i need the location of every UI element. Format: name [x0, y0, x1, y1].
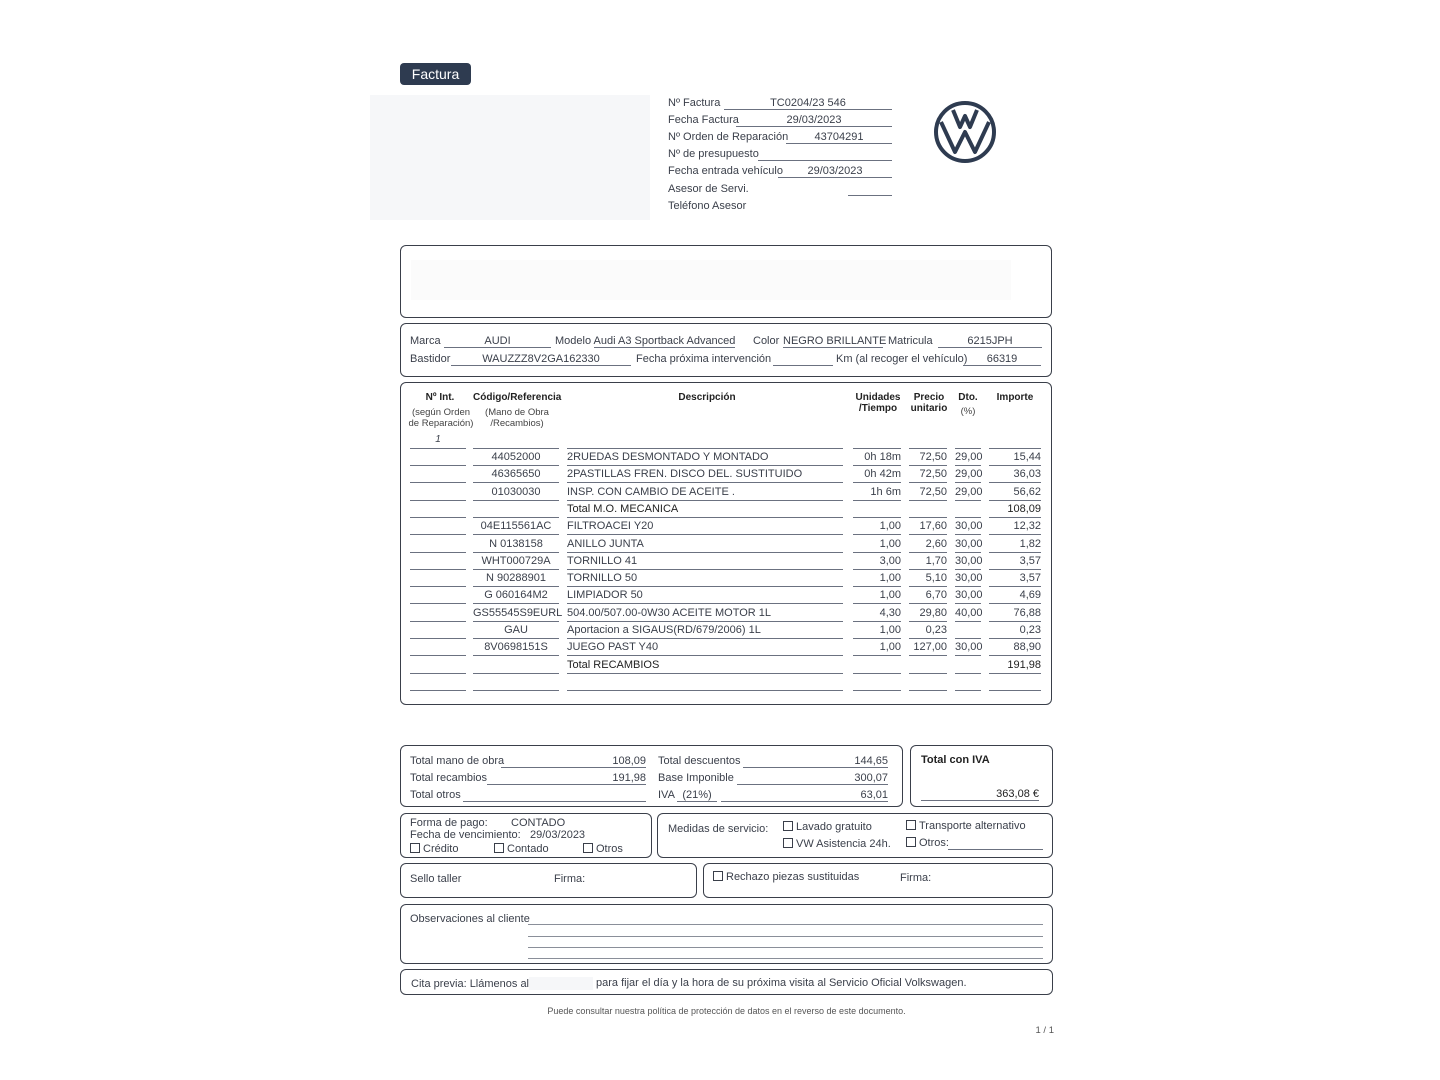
brand-label: Marca	[410, 335, 441, 347]
cell-amount: 0,23	[989, 623, 1041, 639]
cell-code: 04E115561AC	[473, 519, 559, 535]
vehicle-entry-date-label: Fecha entrada vehículo	[668, 165, 783, 177]
workshop-stamp-label: Sello taller	[410, 873, 462, 885]
vin-label: Bastidor	[410, 353, 451, 365]
cell-units	[853, 675, 901, 691]
vat-percentage: (21%)	[677, 789, 717, 802]
col-header-description: Descripción	[678, 392, 736, 403]
col-header-discount: Dto.	[958, 392, 978, 403]
cell-nint	[410, 640, 466, 656]
checkbox-icon[interactable]	[783, 821, 793, 831]
cell-discount	[955, 502, 981, 518]
cell-nint	[410, 623, 466, 639]
cell-unit-price: 72,50	[909, 450, 947, 466]
cell-nint	[410, 571, 466, 587]
cell-description: Aportacion a SIGAUS(RD/679/2006) 1L	[567, 623, 843, 639]
cell-amount: 108,09	[989, 502, 1041, 518]
cell-amount: 76,88	[989, 606, 1041, 622]
cell-units	[853, 658, 901, 674]
cell-code: 01030030	[473, 485, 559, 501]
cell-code	[473, 658, 559, 674]
cell-code: GS55545S9EURL	[473, 606, 559, 622]
cell-amount: 12,32	[989, 519, 1041, 535]
appointment-box	[400, 969, 1053, 995]
header-line-price	[909, 433, 947, 449]
cell-discount	[955, 658, 981, 674]
next-service-date-label: Fecha próxima intervención	[636, 353, 772, 365]
cell-nint	[410, 588, 466, 604]
cell-unit-price: 2,60	[909, 537, 947, 553]
cell-discount	[955, 675, 981, 691]
cell-unit-price: 72,50	[909, 485, 947, 501]
redacted-company-info	[370, 95, 650, 220]
cell-description: FILTROACEI Y20	[567, 519, 843, 535]
cell-units: 4,30	[853, 606, 901, 622]
cell-discount: 29,00	[955, 450, 981, 466]
checkbox-icon[interactable]	[713, 871, 723, 881]
cell-amount: 191,98	[989, 658, 1041, 674]
option-free-wash[interactable]	[783, 821, 872, 833]
taxable-base-label: Base Imponible	[658, 772, 734, 784]
due-date-value: 29/03/2023	[530, 829, 586, 841]
service-measures-label: Medidas de servicio:	[668, 823, 769, 835]
mileage-label: Km (al recoger el vehículo)	[836, 353, 968, 365]
cell-units: 0h 42m	[853, 467, 901, 483]
header-line-code	[473, 433, 559, 449]
cell-discount: 30,00	[955, 571, 981, 587]
cell-description	[567, 675, 843, 691]
vin-value: WAUZZZ8V2GA162330	[451, 353, 631, 366]
appointment-prefix: Cita previa: Llámenos al	[411, 978, 530, 990]
cell-description: INSP. CON CAMBIO DE ACEITE .	[567, 485, 843, 501]
privacy-note: Puede consultar nuestra política de protección de datos en el reverso de este documento.	[547, 1006, 906, 1016]
budget-number-label: Nº de presupuesto	[668, 148, 759, 160]
observations-line-1	[528, 924, 1043, 925]
cell-nint	[410, 606, 466, 622]
cell-nint	[410, 485, 466, 501]
cell-units: 1h 6m	[853, 485, 901, 501]
cell-unit-price: 29,80	[909, 606, 947, 622]
advisor-phone-label: Teléfono Asesor	[668, 200, 747, 212]
option-reject-parts[interactable]	[713, 871, 859, 883]
discounts-value: 144,65	[743, 755, 888, 768]
checkbox-icon[interactable]	[906, 820, 916, 830]
cell-description: 2RUEDAS DESMONTADO Y MONTADO	[567, 450, 843, 466]
cell-amount: 36,03	[989, 467, 1041, 483]
cell-amount: 15,44	[989, 450, 1041, 466]
cell-amount: 3,57	[989, 571, 1041, 587]
vehicle-info-box	[400, 323, 1052, 377]
page-number: 1 / 1	[1035, 1025, 1054, 1036]
parts-total-value: 191,98	[487, 772, 646, 785]
cell-discount: 29,00	[955, 467, 981, 483]
option-other[interactable]	[583, 843, 623, 855]
observations-label: Observaciones al cliente	[410, 913, 530, 925]
header-line-discount	[955, 433, 981, 449]
cell-discount: 29,00	[955, 485, 981, 501]
observations-line-2	[528, 936, 1043, 937]
payment-method-label: Forma de pago:	[410, 817, 488, 829]
cell-description: Total M.O. MECANICA	[567, 502, 843, 518]
cell-description: LIMPIADOR 50	[567, 588, 843, 604]
service-measures-box	[657, 813, 1053, 858]
option-service-other[interactable]	[906, 837, 949, 849]
brand-value: AUDI	[444, 335, 551, 348]
checkbox-icon[interactable]	[410, 843, 420, 853]
cell-code	[473, 502, 559, 518]
appointment-suffix: para fijar el día y la hora de su próxima visita al Servicio Oficial Volkswagen.	[596, 977, 967, 989]
cell-nint	[410, 502, 466, 518]
cell-discount: 30,00	[955, 519, 981, 535]
cell-unit-price: 0,23	[909, 623, 947, 639]
vat-label: IVA	[658, 789, 675, 801]
service-advisor-label: Asesor de Servi.	[668, 183, 749, 195]
labor-total-value: 108,09	[501, 755, 646, 768]
cell-description: ANILLO JUNTA	[567, 537, 843, 553]
total-with-vat-box	[910, 745, 1053, 807]
cell-amount: 4,69	[989, 588, 1041, 604]
cell-nint	[410, 554, 466, 570]
total-with-vat-label: Total con IVA	[921, 754, 990, 766]
cell-discount: 40,00	[955, 606, 981, 622]
customer-info-box	[400, 245, 1052, 318]
cell-description: 2PASTILLAS FREN. DISCO DEL. SUSTITUIDO	[567, 467, 843, 483]
other-total-line	[463, 801, 646, 802]
cell-amount: 3,57	[989, 554, 1041, 570]
checkbox-icon[interactable]	[906, 837, 916, 847]
color-label: Color	[753, 335, 780, 347]
discounts-label: Total descuentos	[658, 755, 741, 767]
cell-nint	[410, 519, 466, 535]
taxable-base-value: 300,07	[737, 772, 888, 785]
redacted-phone	[529, 977, 593, 990]
customer-signature-label: Firma:	[900, 872, 932, 884]
cell-code	[473, 675, 559, 691]
option-reject-parts-label: Rechazo piezas sustituidas	[726, 871, 860, 883]
cell-description: JUEGO PAST Y40	[567, 640, 843, 656]
workshop-stamp-box	[400, 863, 697, 898]
cell-amount: 88,90	[989, 640, 1041, 656]
volkswagen-logo-icon	[933, 100, 997, 164]
col-header-nint: Nº Int.	[425, 392, 455, 403]
option-credit-label: Crédito	[423, 843, 459, 855]
cell-units: 1,00	[853, 537, 901, 553]
model-value: Audi A3 Sportback Advanced	[593, 335, 736, 347]
observations-line-4	[528, 958, 1043, 959]
cell-code: N 0138158	[473, 537, 559, 553]
cell-code: N 90288901	[473, 571, 559, 587]
option-assistance-label: VW Asistencia 24h.	[796, 838, 891, 850]
col-subheader-discount: (%)	[960, 406, 976, 417]
cell-description: TORNILLO 50	[567, 571, 843, 587]
service-other-line	[948, 849, 1043, 850]
observations-line-3	[528, 947, 1043, 948]
option-cash[interactable]	[494, 843, 549, 855]
payment-method-value: CONTADO	[511, 817, 566, 829]
option-alt-transport[interactable]	[906, 820, 1026, 832]
option-assistance[interactable]	[783, 838, 891, 850]
invoice-number-value: TC0204/23 546	[770, 97, 846, 109]
parts-total-label: Total recambios	[410, 772, 488, 784]
cell-code: 8V0698151S	[473, 640, 559, 656]
cell-amount	[989, 675, 1041, 691]
invoice-items-table	[400, 382, 1052, 705]
cell-discount: 30,00	[955, 537, 981, 553]
vehicle-entry-date-value: 29/03/2023	[807, 165, 863, 177]
next-service-date-line	[773, 365, 833, 366]
cell-nint	[410, 467, 466, 483]
cell-amount: 56,62	[989, 485, 1041, 501]
header-line-amount	[989, 433, 1041, 449]
plate-value: 6215JPH	[938, 335, 1042, 348]
header-line-units	[853, 433, 901, 449]
cell-code: 44052000	[473, 450, 559, 466]
col-header-amount: Importe	[996, 392, 1034, 403]
cell-nint	[410, 658, 466, 674]
invoice-date-value: 29/03/2023	[786, 114, 842, 126]
cell-unit-price: 17,60	[909, 519, 947, 535]
cell-code: 46365650	[473, 467, 559, 483]
cell-units: 1,00	[853, 588, 901, 604]
option-service-other-label: Otros:	[919, 837, 949, 849]
option-other-label: Otros	[596, 843, 623, 855]
cell-discount	[955, 623, 981, 639]
total-with-vat-value: 363,08 €	[921, 788, 1039, 801]
color-value: NEGRO BRILLANTE	[783, 335, 887, 347]
option-cash-label: Contado	[507, 843, 549, 855]
model-label: Modelo	[555, 335, 592, 347]
vat-value: 63,01	[721, 789, 888, 802]
cell-description: TORNILLO 41	[567, 554, 843, 570]
cell-unit-price: 1,70	[909, 554, 947, 570]
cell-amount: 1,82	[989, 537, 1041, 553]
cell-description: Total RECAMBIOS	[567, 658, 843, 674]
redacted-customer-data	[411, 260, 1011, 300]
cell-units: 1,00	[853, 519, 901, 535]
header-line-description	[567, 433, 843, 449]
col-header-unit-price: Precio unitario	[910, 392, 948, 414]
cell-units: 0h 18m	[853, 450, 901, 466]
repair-order-label: Nº Orden de Reparación	[668, 131, 789, 143]
option-alt-transport-label: Transporte alternativo	[919, 820, 1026, 832]
cell-units: 1,00	[853, 623, 901, 639]
cell-unit-price	[909, 675, 947, 691]
cell-units: 1,00	[853, 571, 901, 587]
due-date-label: Fecha de vencimiento:	[410, 829, 521, 841]
cell-discount: 30,00	[955, 588, 981, 604]
cell-code: WHT000729A	[473, 554, 559, 570]
cell-nint	[410, 450, 466, 466]
workshop-signature-label: Firma:	[554, 873, 586, 885]
mileage-value: 66319	[963, 353, 1041, 366]
option-free-wash-label: Lavado gratuito	[796, 821, 872, 833]
cell-unit-price: 6,70	[909, 588, 947, 604]
cell-code: GAU	[473, 623, 559, 639]
checkbox-icon[interactable]	[583, 843, 593, 853]
cell-unit-price: 127,00	[909, 640, 947, 656]
cell-unit-price	[909, 502, 947, 518]
checkbox-icon[interactable]	[783, 838, 793, 848]
first-nint-value: 1	[410, 433, 466, 449]
cell-discount: 30,00	[955, 640, 981, 656]
invoice-number-label: Nº Factura	[668, 97, 721, 109]
col-subheader-code: (Mano de Obra /Recambios)	[485, 407, 549, 429]
totals-box	[400, 745, 903, 807]
cell-unit-price	[909, 658, 947, 674]
payment-box	[400, 813, 652, 858]
document-type-tag: Factura	[400, 63, 471, 85]
checkbox-icon[interactable]	[494, 843, 504, 853]
observations-box	[400, 904, 1053, 964]
repair-order-value: 43704291	[814, 131, 864, 143]
cell-unit-price: 5,10	[909, 571, 947, 587]
cell-units: 3,00	[853, 554, 901, 570]
labor-total-label: Total mano de obra	[410, 755, 505, 767]
cell-unit-price: 72,50	[909, 467, 947, 483]
other-total-label: Total otros	[410, 789, 461, 801]
col-header-code: Código/Referencia	[473, 392, 562, 403]
col-header-units: Unidades /Tiempo	[855, 392, 901, 414]
cell-code: G 060164M2	[473, 588, 559, 604]
cell-nint	[410, 537, 466, 553]
cell-description: 504.00/507.00-0W30 ACEITE MOTOR 1L	[567, 606, 843, 622]
cell-units	[853, 502, 901, 518]
col-subheader-nint: (según Orden de Reparación)	[408, 407, 474, 429]
invoice-date-label: Fecha Factura	[668, 114, 739, 126]
cell-nint	[410, 675, 466, 691]
cell-discount: 30,00	[955, 554, 981, 570]
cell-units: 1,00	[853, 640, 901, 656]
option-credit[interactable]	[410, 843, 458, 855]
plate-label: Matricula	[888, 335, 933, 347]
rejection-box	[703, 863, 1053, 898]
